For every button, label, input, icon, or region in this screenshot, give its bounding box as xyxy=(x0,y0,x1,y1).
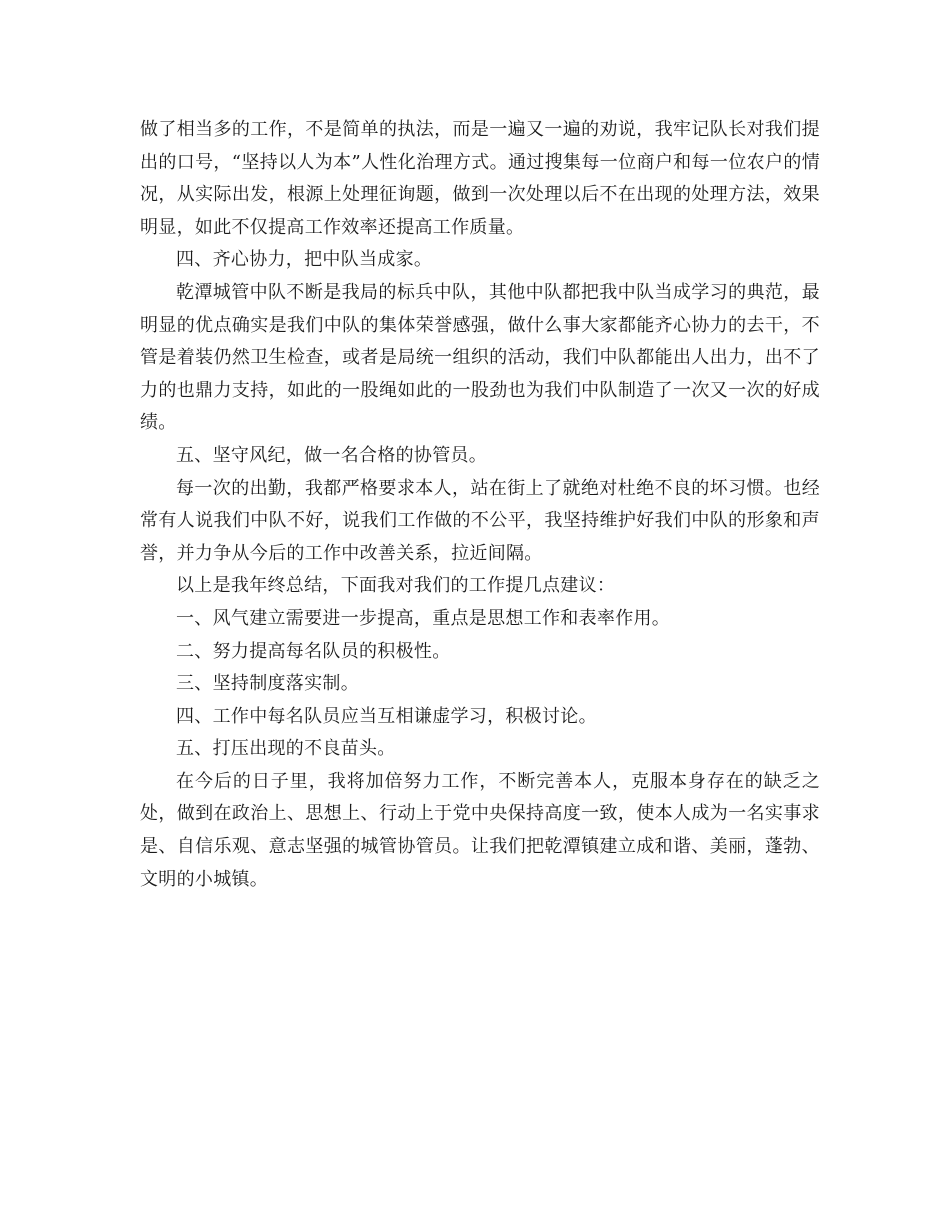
section-heading-5: 五、坚守风纪，做一名合格的协管员。 xyxy=(176,444,488,466)
suggestion-item-1: 一、风气建立需要进一步提高，重点是思想工作和表率作用。 xyxy=(176,607,671,629)
suggestion-item-4: 四、工作中每名队员应当互相谦虚学习，积极讨论。 xyxy=(176,705,597,727)
closing-paragraph: 在今后的日子里，我将加倍努力工作，不断完善本人，克服本身存在的缺乏之处，做到在政治上、思想上、行动上于党中央保持高度一致，使本人成为一名实事求是、自信乐观、意志坚强的城管协管员。让我们把乾潭镇建立成和谐、美丽，蓬勃、文明的小城镇。 xyxy=(140,770,820,890)
document-page xyxy=(140,114,820,896)
section-heading-4: 四、齐心协力，把中队当成家。 xyxy=(176,249,433,271)
paragraph-section-4: 乾潭城管中队不断是我局的标兵中队，其他中队都把我中队当成学习的典范，最明显的优点确实是我们中队的集体荣誉感强，做什么事大家都能齐心协力的去干，不管是着装仍然卫生检查，或者是局统一组织的活动，我们中队都能出人出力，出不了力的也鼎力支持，如此的一股绳如此的一股劲也为我们中队制造了一次又一次的好成绩。 xyxy=(140,281,820,434)
suggestion-item-3: 三、坚持制度落实制。 xyxy=(176,673,359,695)
paragraph-continuation: 做了相当多的工作，不是简单的执法，而是一遍又一遍的劝说，我牢记队长对我们提出的口号，“坚持以人为本”人性化治理方式。通过搜集每一位商户和每一位农户的情况，从实际出发，根源上处理征询题，做到一次处理以后不在出现的处理方法，效果明显，如此不仅提高工作效率还提高工作质量。 xyxy=(140,119,820,238)
suggestion-item-5: 五、打压出现的不良苗头。 xyxy=(176,738,396,760)
paragraph-section-5: 每一次的出勤，我都严格要求本人，站在街上了就绝对杜绝不良的坏习惯。也经常有人说我们中队不好，说我们工作做的不公平，我坚持维护好我们中队的形象和声誉，并力争从今后的工作中改善关系，拉近间隔。 xyxy=(140,477,820,564)
suggestion-item-2: 二、努力提高每名队员的积极性。 xyxy=(176,640,451,662)
suggestions-intro: 以上是我年终总结，下面我对我们的工作提几点建议： xyxy=(176,575,616,597)
